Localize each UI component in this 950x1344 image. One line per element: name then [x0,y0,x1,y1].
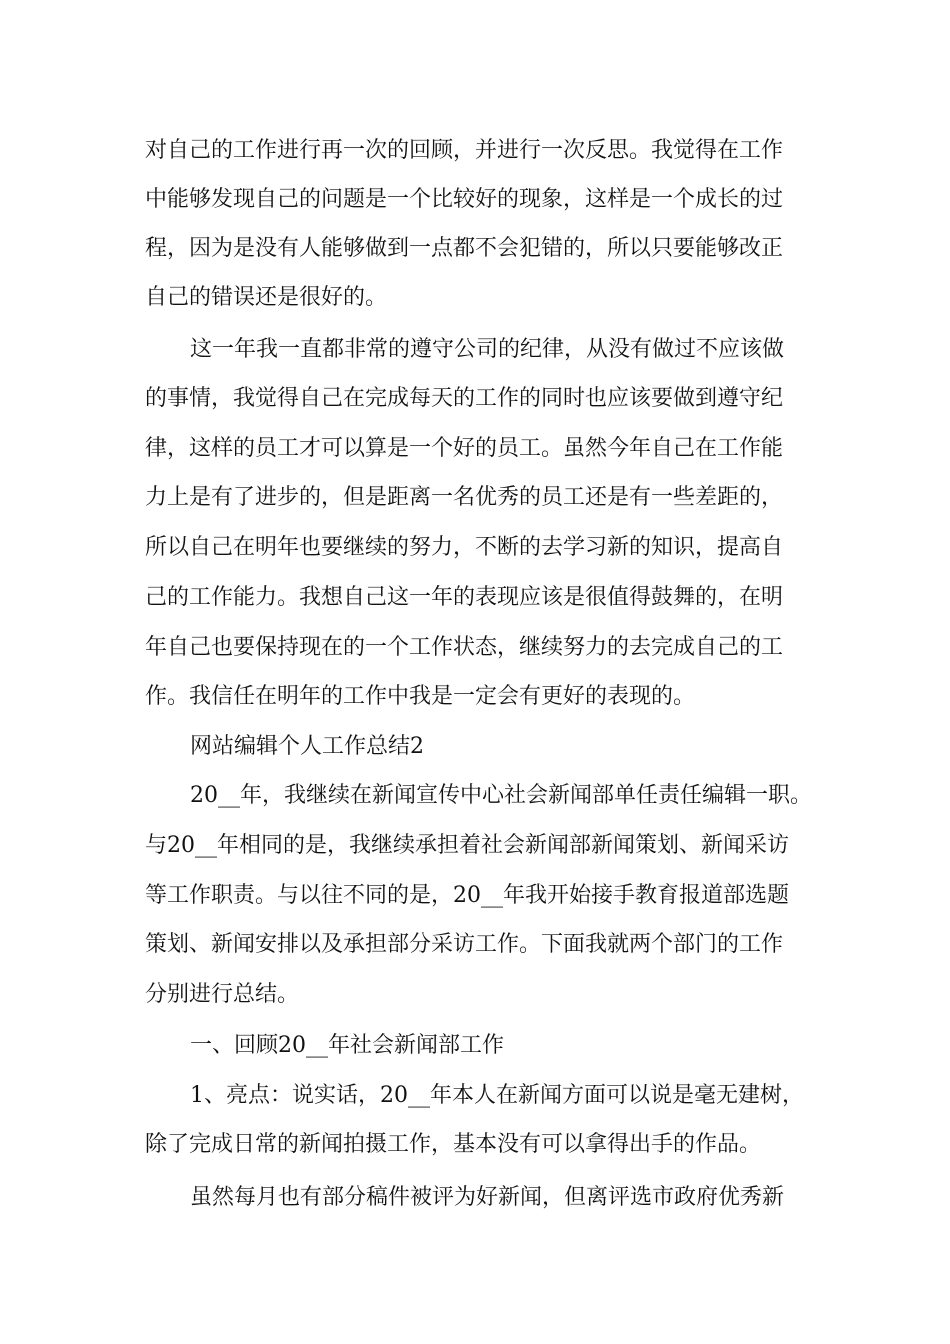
paragraph-line: 的事情，我觉得自己在完成每天的工作的同时也应该要做到遵守纪 [145,386,784,411]
paragraph-line: 己的工作能力。我想自己这一年的表现应该是很值得鼓舞的，在明 [145,585,784,610]
paragraph-line: 中能够发现自己的问题是一个比较好的现象，这样是一个成长的过 [145,187,784,212]
subsection-heading: 一、回顾20__年社会新闻部工作 [190,1033,504,1058]
paragraph-line: 等工作职责。与以往不同的是，20__年我开始接手教育报道部选题 [145,883,789,908]
paragraph-line: 策划、新闻安排以及承担部分采访工作。下面我就两个部门的工作 [145,932,784,957]
paragraph-line: 这一年我一直都非常的遵守公司的纪律，从没有做过不应该做 [190,337,785,362]
paragraph-line: 除了完成日常的新闻拍摄工作，基本没有可以拿得出手的作品。 [145,1132,762,1157]
section-title: 网站编辑个人工作总结2 [190,734,424,759]
paragraph-line: 自己的错误还是很好的。 [145,285,388,310]
paragraph-line: 与20__年相同的是，我继续承担着社会新闻部新闻策划、新闻采访 [145,833,789,858]
paragraph-line: 作。我信任在明年的工作中我是一定会有更好的表现的。 [145,684,696,709]
paragraph-line: 20__年，我继续在新闻宣传中心社会新闻部单任责任编辑一职。 [190,783,812,808]
paragraph-line: 年自己也要保持现在的一个工作状态，继续努力的去完成自己的工 [145,635,784,660]
paragraph-line: 1、亮点：说实话，20__年本人在新闻方面可以说是毫无建树， [190,1083,804,1108]
paragraph-line: 程，因为是没有人能够做到一点都不会犯错的，所以只要能够改正 [145,236,784,261]
paragraph-line: 虽然每月也有部分稿件被评为好新闻，但离评选市政府优秀新 [190,1185,785,1210]
paragraph-line: 力上是有了进步的，但是距离一名优秀的员工还是有一些差距的， [145,485,784,510]
paragraph-line: 所以自己在明年也要继续的努力，不断的去学习新的知识，提高自 [145,535,784,560]
paragraph-line: 律，这样的员工才可以算是一个好的员工。虽然今年自己在工作能 [145,436,784,461]
paragraph-line: 对自己的工作进行再一次的回顾，并进行一次反思。我觉得在工作 [145,138,784,163]
paragraph-line: 分别进行总结。 [145,982,300,1007]
